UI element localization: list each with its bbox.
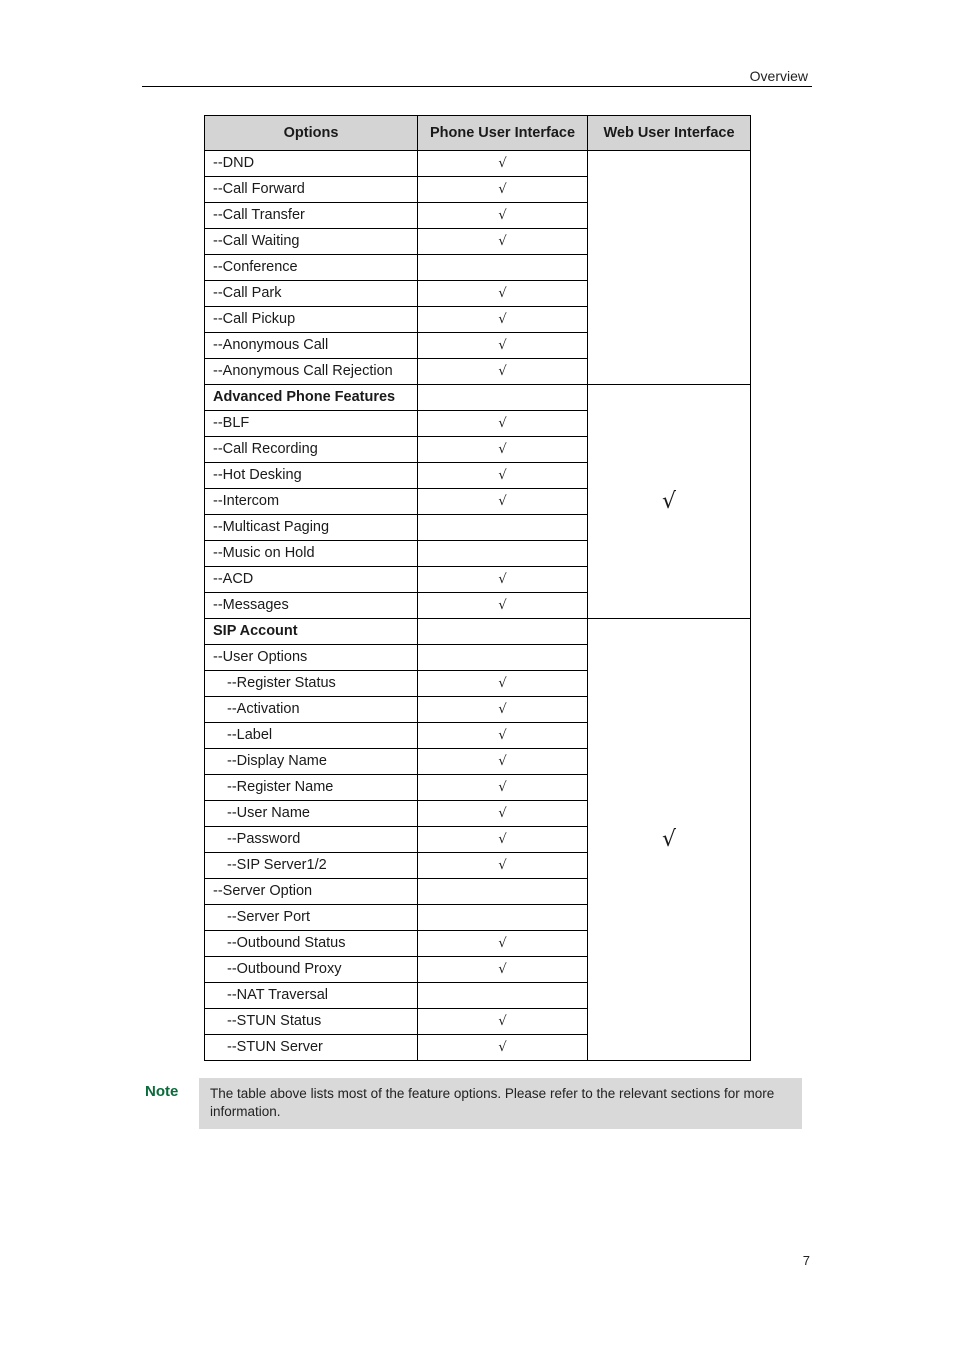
- table-body: [205, 151, 751, 1061]
- phone-ui-check-cell: √: [418, 281, 588, 307]
- phone-ui-check-cell: √: [418, 1009, 588, 1035]
- phone-ui-check-cell: [418, 905, 588, 931]
- phone-ui-check-cell: √: [418, 307, 588, 333]
- phone-ui-check-cell: √: [418, 463, 588, 489]
- section-heading-cell: SIP Account: [205, 619, 418, 645]
- phone-ui-check-cell: √: [418, 931, 588, 957]
- phone-ui-check-cell: [418, 385, 588, 411]
- option-cell: --Anonymous Call: [205, 333, 418, 359]
- phone-ui-check-cell: √: [418, 489, 588, 515]
- phone-ui-check-cell: √: [418, 229, 588, 255]
- header-divider: [142, 86, 812, 87]
- phone-ui-check-cell: √: [418, 723, 588, 749]
- option-cell: --Call Recording: [205, 437, 418, 463]
- option-cell: --DND: [205, 151, 418, 177]
- page-number: 7: [802, 1253, 810, 1268]
- section-heading-cell: Advanced Phone Features: [205, 385, 418, 411]
- table-header-row: [205, 116, 751, 151]
- phone-ui-check-cell: √: [418, 203, 588, 229]
- option-cell: --Password: [205, 827, 418, 853]
- table-row: [205, 619, 751, 645]
- option-cell: --NAT Traversal: [205, 983, 418, 1009]
- option-cell: --Call Forward: [205, 177, 418, 203]
- phone-ui-check-cell: √: [418, 671, 588, 697]
- option-cell: --Call Pickup: [205, 307, 418, 333]
- option-cell: --Label: [205, 723, 418, 749]
- phone-ui-check-cell: √: [418, 1035, 588, 1061]
- option-cell: --Hot Desking: [205, 463, 418, 489]
- phone-ui-check-cell: √: [418, 697, 588, 723]
- phone-ui-check-cell: √: [418, 801, 588, 827]
- option-cell: --Outbound Proxy: [205, 957, 418, 983]
- phone-ui-check-cell: √: [418, 593, 588, 619]
- column-header-web-ui: Web User Interface: [588, 116, 751, 151]
- table-row: [205, 151, 751, 177]
- column-header-phone-ui: Phone User Interface: [418, 116, 588, 151]
- note-label: Note: [145, 1083, 179, 1100]
- phone-ui-check-cell: √: [418, 411, 588, 437]
- phone-ui-check-cell: [418, 879, 588, 905]
- option-cell: --SIP Server1/2: [205, 853, 418, 879]
- column-header-options: Options: [205, 116, 418, 151]
- web-ui-check-cell: √: [588, 385, 751, 619]
- phone-ui-check-cell: √: [418, 749, 588, 775]
- phone-ui-check-cell: √: [418, 359, 588, 385]
- phone-ui-check-cell: √: [418, 827, 588, 853]
- phone-ui-check-cell: [418, 541, 588, 567]
- option-cell: --Call Park: [205, 281, 418, 307]
- feature-options-table: [204, 115, 751, 1061]
- phone-ui-check-cell: [418, 255, 588, 281]
- option-cell: --Outbound Status: [205, 931, 418, 957]
- phone-ui-check-cell: √: [418, 775, 588, 801]
- phone-ui-check-cell: √: [418, 151, 588, 177]
- note-box: The table above lists most of the feature options. Please refer to the relevant sections for more information.: [199, 1078, 802, 1129]
- option-cell: --Server Option: [205, 879, 418, 905]
- phone-ui-check-cell: [418, 645, 588, 671]
- phone-ui-check-cell: √: [418, 567, 588, 593]
- option-cell: --User Name: [205, 801, 418, 827]
- phone-ui-check-cell: √: [418, 177, 588, 203]
- option-cell: --Server Port: [205, 905, 418, 931]
- option-cell: --Register Status: [205, 671, 418, 697]
- phone-ui-check-cell: [418, 515, 588, 541]
- option-cell: --STUN Server: [205, 1035, 418, 1061]
- option-cell: --User Options: [205, 645, 418, 671]
- option-cell: --Activation: [205, 697, 418, 723]
- web-ui-check-cell: √: [588, 619, 751, 1061]
- option-cell: --Display Name: [205, 749, 418, 775]
- phone-ui-check-cell: √: [418, 437, 588, 463]
- option-cell: --ACD: [205, 567, 418, 593]
- phone-ui-check-cell: [418, 619, 588, 645]
- option-cell: --Multicast Paging: [205, 515, 418, 541]
- option-cell: --Anonymous Call Rejection: [205, 359, 418, 385]
- table-row: [205, 385, 751, 411]
- option-cell: --Call Waiting: [205, 229, 418, 255]
- option-cell: --Conference: [205, 255, 418, 281]
- option-cell: --Music on Hold: [205, 541, 418, 567]
- option-cell: --Intercom: [205, 489, 418, 515]
- option-cell: --STUN Status: [205, 1009, 418, 1035]
- page-header-title: Overview: [749, 68, 808, 84]
- phone-ui-check-cell: √: [418, 853, 588, 879]
- option-cell: --Messages: [205, 593, 418, 619]
- phone-ui-check-cell: √: [418, 957, 588, 983]
- option-cell: --Call Transfer: [205, 203, 418, 229]
- option-cell: --BLF: [205, 411, 418, 437]
- web-ui-check-cell: [588, 151, 751, 385]
- phone-ui-check-cell: [418, 983, 588, 1009]
- phone-ui-check-cell: √: [418, 333, 588, 359]
- option-cell: --Register Name: [205, 775, 418, 801]
